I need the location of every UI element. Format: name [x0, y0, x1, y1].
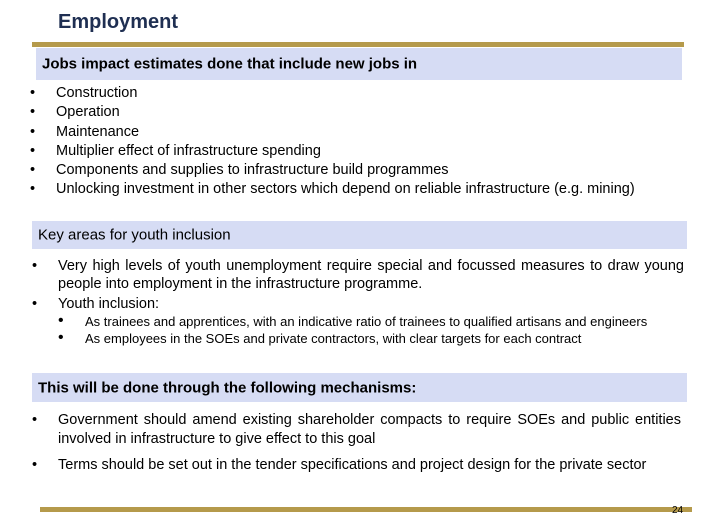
list-item-text: Construction — [56, 85, 138, 101]
list-item — [30, 123, 682, 142]
list-item — [30, 161, 682, 180]
bullet-icon: • — [30, 85, 36, 101]
sub-list-item-text: As trainees and apprentices, with an indicative ratio of trainees to qualified artisans and engineers — [85, 314, 648, 329]
youth-heading-text: Key areas for youth inclusion — [38, 226, 231, 244]
list-item-text: Government should amend existing shareholder compacts to require SOEs and public entities involved in infrastructure to give effect to this goal — [58, 412, 681, 447]
mechanisms-section-heading — [32, 373, 687, 402]
list-item-text: Terms should be set out in the tender specifications and project design for the private sector — [58, 457, 647, 473]
sub-list-item-text: As employees in the SOEs and private contractors, with clear targets for each contract — [85, 331, 582, 346]
title-divider — [32, 42, 684, 47]
sub-list-item — [34, 313, 684, 330]
list-item — [30, 84, 682, 103]
bullet-icon: • — [58, 312, 64, 329]
jobs-heading-text: Jobs impact estimates done that include new jobs in — [42, 55, 418, 73]
list-item-text: Maintenance — [56, 123, 140, 140]
mechanisms-list — [32, 411, 681, 482]
page-number: 24 — [672, 505, 684, 516]
bullet-icon: • — [30, 181, 36, 198]
bullet-icon: • — [32, 412, 38, 428]
list-item — [32, 257, 684, 293]
list-item — [30, 142, 682, 161]
jobs-section-heading — [36, 48, 682, 80]
slide-title: Employment — [58, 11, 179, 33]
jobs-list — [30, 84, 682, 200]
bullet-icon: • — [58, 329, 64, 346]
bullet-icon: • — [32, 258, 38, 274]
mechanisms-heading-text: This will be done through the following mechanisms: — [38, 379, 417, 396]
list-item-text: Components and supplies to infrastructure build programmes — [56, 162, 449, 179]
list-item-text: Unlocking investment in other sectors which depend on reliable infrastructure (e.g. mining) — [56, 181, 635, 198]
bullet-icon: • — [30, 142, 36, 159]
youth-section-heading — [32, 221, 687, 249]
bullet-icon: • — [32, 296, 38, 312]
list-item — [30, 103, 682, 122]
list-item — [32, 456, 681, 475]
list-item-text: Multiplier effect of infrastructure spending — [56, 142, 321, 159]
sub-list-item — [34, 330, 684, 347]
bullet-icon: • — [32, 457, 38, 473]
bullet-icon: • — [30, 123, 36, 140]
youth-sublist — [34, 313, 684, 347]
bullet-icon: • — [30, 162, 36, 179]
list-item-text: Operation — [56, 104, 120, 121]
list-item-text: Youth inclusion: — [58, 296, 160, 312]
list-item-text: Very high levels of youth unemployment require special and focussed measures to draw young people into employment in the infrastructure programme. — [58, 258, 684, 292]
list-item — [32, 411, 681, 449]
list-item — [32, 295, 684, 347]
footer-divider — [40, 507, 692, 512]
youth-list — [32, 257, 684, 349]
bullet-icon: • — [30, 104, 36, 121]
list-item — [30, 180, 682, 199]
